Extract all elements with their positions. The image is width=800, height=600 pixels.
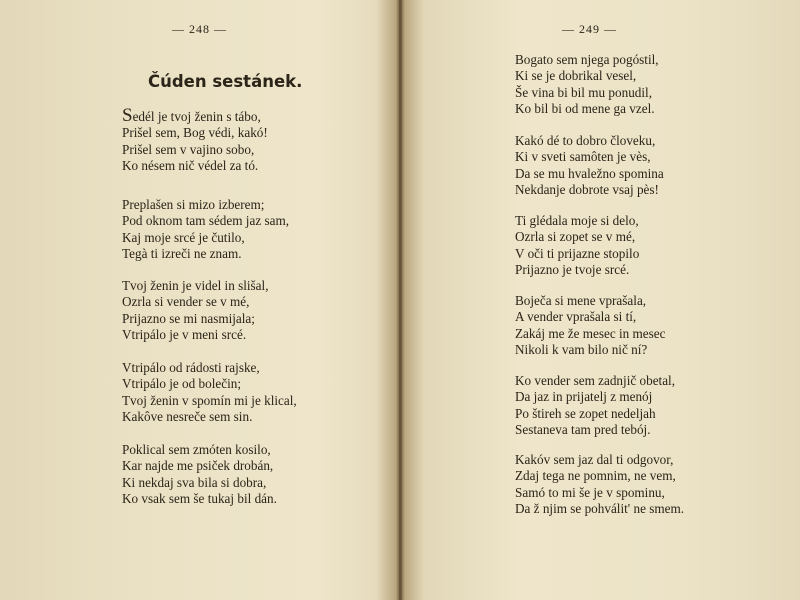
poem-line: Ozrla si vender se v mé, — [122, 294, 250, 310]
poem-line: Bogato sem njega pogóstil, — [515, 52, 659, 67]
poem-line: Kakóv sem jaz dal ti odgovor, — [515, 452, 674, 467]
poem-line: Nikoli k vam bilo nič ní? — [515, 341, 648, 357]
poem-line: Po štireh se zopet nedeljah — [515, 405, 656, 421]
poem-line: Tvoj ženin v spomín mi je klical, — [122, 392, 297, 408]
stanza — [122, 442, 277, 507]
poem-line: Kakôve nesreče sem sin. — [122, 408, 253, 424]
poem-line: Ki nekdaj sva bila si dobra, — [122, 474, 267, 490]
poem-line: Da ž njim se pohválit' ne smem. — [515, 500, 685, 516]
poem-line: Boječa si mene vprašala, — [515, 293, 647, 308]
left-page — [0, 0, 398, 600]
poem-line: Pod oknom tam sédem jaz sam, — [122, 213, 290, 229]
poem-line: Poklical sem zmóten kosilo, — [122, 442, 271, 457]
poem-line: V oči ti prijazne stopilo — [515, 245, 640, 261]
stanza — [515, 52, 659, 117]
poem-line: Vtripálo je v meni srcé. — [122, 326, 247, 342]
poem-line: Da jaz in prijatelj z menój — [515, 389, 653, 405]
stanza — [122, 360, 297, 425]
stanza — [122, 197, 289, 262]
poem-line: Ko vender sem zadnjič obetal, — [515, 373, 676, 388]
poem-line: A vender vprašala si tí, — [515, 309, 637, 325]
poem-line: Ki v sveti samôten je vès, — [515, 149, 651, 165]
poem-line: Ko bil bi od mene ga vzel. — [515, 100, 655, 116]
page-number: — 248 — — [172, 22, 227, 36]
poem-line: Nekdanje dobrote vsaj pès! — [515, 181, 659, 197]
page-number: — 249 — — [562, 22, 617, 36]
poem-line: Kakó dé to dobro človeku, — [515, 133, 656, 148]
poem-line: Prišel sem, Bog védi, kakó! — [122, 125, 268, 141]
stanza — [122, 278, 269, 343]
poem-line: Samó to mi še je v spominu, — [515, 484, 665, 500]
poem-line: Ko vsak sem še tukaj bil dán. — [122, 490, 277, 506]
poem-line: Kar najde me psiček drobán, — [122, 458, 274, 474]
stanza — [122, 105, 268, 174]
poem-line: Zakáj me že mesec in mesec — [515, 325, 666, 341]
poem-line: Vtripálo je od bolečin; — [122, 376, 242, 392]
poem-line: Tvoj ženin je videl in slišal, — [122, 278, 269, 293]
poem-line: Ki se je dobrikal vesel, — [515, 68, 637, 84]
stanza — [515, 293, 665, 358]
poem-line: Kaj moje srcé je čutilo, — [122, 229, 245, 245]
right-page — [402, 0, 800, 600]
stanza — [515, 133, 664, 198]
poem-line: Ti glédala moje si delo, — [515, 213, 639, 228]
poem-line: Zdaj tega ne pomnim, ne vem, — [515, 468, 676, 484]
stanza — [515, 452, 684, 517]
poem-line: Prišel sem v vajino sobo, — [122, 141, 255, 157]
poem-line: Vtripálo od rádosti rajske, — [122, 360, 260, 375]
poem-line: Preplašen si mizo izberem; — [122, 197, 265, 212]
poem-line: Še vina bi bil mu ponudil, — [515, 84, 653, 100]
poem-line: Prijazno se mi nasmijala; — [122, 310, 255, 326]
poem-line: Da se mu hvaležno spomina — [515, 165, 664, 181]
poem-line: Sestaneva tam pred tebój. — [515, 421, 651, 437]
poem-line: Ozrla si zopet se v mé, — [515, 229, 636, 245]
poem-title: Čúden sestánek. — [148, 72, 303, 91]
poem-line: Sedél je tvoj ženin s tábo, — [122, 105, 261, 126]
poem-line: Ko nésem nič védel za tó. — [122, 157, 259, 173]
poem-line: Tegà ti izreči ne znam. — [122, 245, 242, 261]
stanza — [515, 213, 639, 278]
stanza — [515, 373, 675, 438]
poem-line: Prijazno je tvoje srcé. — [515, 261, 630, 277]
